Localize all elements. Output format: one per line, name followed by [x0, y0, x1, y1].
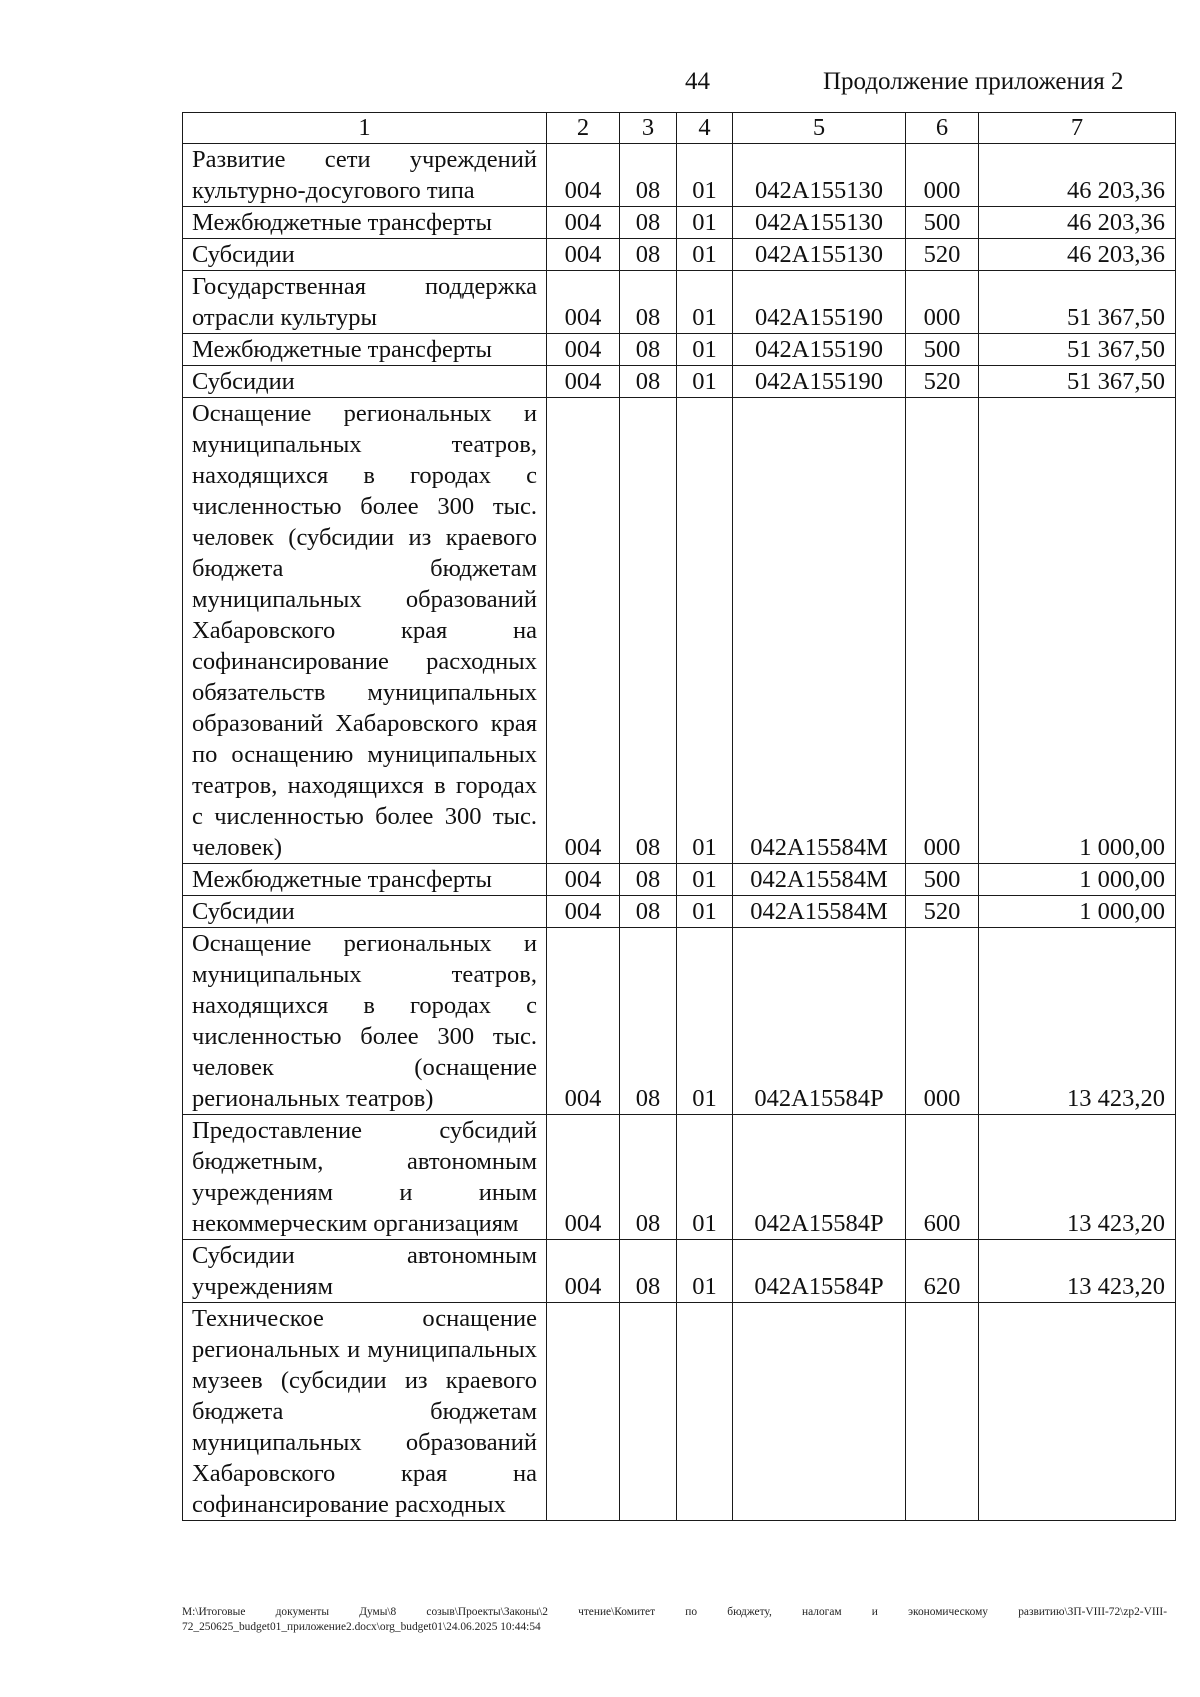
section-code-cell — [620, 1303, 677, 1521]
row-name-cell: Субсидии автономным учреждениям — [183, 1240, 547, 1303]
subsection-code-cell: 01 — [677, 271, 733, 334]
table-row — [183, 271, 1176, 334]
subsection-code-cell: 01 — [677, 366, 733, 398]
target-item-code-cell: 042А15584Р — [733, 1115, 906, 1240]
amount-cell: 46 203,36 — [979, 207, 1176, 239]
target-item-code-cell: 042А155190 — [733, 334, 906, 366]
chapter-code-cell: 004 — [547, 398, 620, 864]
subsection-code-cell: 01 — [677, 398, 733, 864]
table-row — [183, 207, 1176, 239]
expense-type-code-cell: 520 — [906, 896, 979, 928]
expense-type-code-cell: 500 — [906, 207, 979, 239]
amount-cell: 13 423,20 — [979, 1240, 1176, 1303]
page-number: 44 — [685, 68, 710, 95]
target-item-code-cell: 042А155130 — [733, 207, 906, 239]
subsection-code-cell: 01 — [677, 207, 733, 239]
table-row — [183, 1240, 1176, 1303]
table-row — [183, 1303, 1176, 1521]
section-code-cell: 08 — [620, 896, 677, 928]
amount-cell: 13 423,20 — [979, 1115, 1176, 1240]
document-path-footer: M:\Итоговые документы Думы\8 созыв\Проекты\Законы\2 чтение\Комитет по бюджету, налогам и экономическому развитию\ЗП-VIII-72\zp2-VIII-72_250625_budget01_приложение2.docx\org_budget01\24.06.2025 10:44:54 — [182, 1606, 1167, 1633]
amount-cell: 51 367,50 — [979, 334, 1176, 366]
subsection-code-cell: 01 — [677, 239, 733, 271]
row-name-cell: Оснащение региональных и муниципальных театров, находящихся в городах с численностью более 300 тыс. человек (оснащение региональных театров) — [183, 928, 547, 1115]
expense-type-code-cell: 000 — [906, 928, 979, 1115]
chapter-code-cell: 004 — [547, 144, 620, 207]
table-row — [183, 896, 1176, 928]
subsection-code-cell — [677, 1303, 733, 1521]
chapter-code-cell: 004 — [547, 334, 620, 366]
target-item-code-cell: 042А155190 — [733, 271, 906, 334]
subsection-code-cell: 01 — [677, 334, 733, 366]
row-name-cell: Техническое оснащение региональных и муниципальных музеев (субсидии из краевого бюджета бюджетам муниципальных образований Хабаровского края на софинансирование расходных — [183, 1303, 547, 1521]
expense-type-code-cell — [906, 1303, 979, 1521]
target-item-code-cell: 042А15584Р — [733, 1240, 906, 1303]
row-name-cell: Субсидии — [183, 896, 547, 928]
appendix-continuation-title: Продолжение приложения 2 — [823, 68, 1124, 95]
section-code-cell: 08 — [620, 239, 677, 271]
row-name-cell: Предоставление субсидий бюджетным, автономным учреждениям и иным некоммерческим организациям — [183, 1115, 547, 1240]
expense-type-code-cell: 000 — [906, 398, 979, 864]
target-item-code-cell: 042А15584М — [733, 864, 906, 896]
section-code-cell: 08 — [620, 207, 677, 239]
chapter-code-cell: 004 — [547, 864, 620, 896]
table-row — [183, 366, 1176, 398]
budget-table — [182, 112, 1176, 1521]
expense-type-code-cell: 500 — [906, 334, 979, 366]
section-code-cell: 08 — [620, 271, 677, 334]
expense-type-code-cell: 000 — [906, 144, 979, 207]
table-row — [183, 398, 1176, 864]
column-header: 6 — [906, 113, 979, 144]
amount-cell: 1 000,00 — [979, 864, 1176, 896]
chapter-code-cell: 004 — [547, 1240, 620, 1303]
section-code-cell: 08 — [620, 398, 677, 864]
target-item-code-cell: 042А15584М — [733, 896, 906, 928]
table-row — [183, 144, 1176, 207]
table-row — [183, 1115, 1176, 1240]
chapter-code-cell — [547, 1303, 620, 1521]
column-header: 1 — [183, 113, 547, 144]
target-item-code-cell: 042А155190 — [733, 366, 906, 398]
chapter-code-cell: 004 — [547, 366, 620, 398]
target-item-code-cell: 042А155130 — [733, 239, 906, 271]
amount-cell: 46 203,36 — [979, 144, 1176, 207]
section-code-cell: 08 — [620, 928, 677, 1115]
column-header: 3 — [620, 113, 677, 144]
amount-cell: 13 423,20 — [979, 928, 1176, 1115]
expense-type-code-cell: 620 — [906, 1240, 979, 1303]
subsection-code-cell: 01 — [677, 896, 733, 928]
chapter-code-cell: 004 — [547, 928, 620, 1115]
amount-cell — [979, 1303, 1176, 1521]
table-row — [183, 334, 1176, 366]
expense-type-code-cell: 600 — [906, 1115, 979, 1240]
target-item-code-cell: 042А15584М — [733, 398, 906, 864]
row-name-cell: Межбюджетные трансферты — [183, 207, 547, 239]
amount-cell: 51 367,50 — [979, 366, 1176, 398]
target-item-code-cell: 042А155130 — [733, 144, 906, 207]
amount-cell: 1 000,00 — [979, 398, 1176, 864]
subsection-code-cell: 01 — [677, 864, 733, 896]
row-name-cell: Развитие сети учреждений культурно-досугового типа — [183, 144, 547, 207]
expense-type-code-cell: 000 — [906, 271, 979, 334]
column-header: 2 — [547, 113, 620, 144]
amount-cell: 46 203,36 — [979, 239, 1176, 271]
expense-type-code-cell: 520 — [906, 366, 979, 398]
subsection-code-cell: 01 — [677, 928, 733, 1115]
row-name-cell: Субсидии — [183, 366, 547, 398]
table-header-row — [183, 113, 1176, 144]
subsection-code-cell: 01 — [677, 1240, 733, 1303]
table-row — [183, 239, 1176, 271]
expense-type-code-cell: 500 — [906, 864, 979, 896]
column-header: 4 — [677, 113, 733, 144]
chapter-code-cell: 004 — [547, 239, 620, 271]
target-item-code-cell — [733, 1303, 906, 1521]
subsection-code-cell: 01 — [677, 144, 733, 207]
subsection-code-cell: 01 — [677, 1115, 733, 1240]
section-code-cell: 08 — [620, 144, 677, 207]
chapter-code-cell: 004 — [547, 1115, 620, 1240]
target-item-code-cell: 042А15584Р — [733, 928, 906, 1115]
section-code-cell: 08 — [620, 1115, 677, 1240]
chapter-code-cell: 004 — [547, 271, 620, 334]
section-code-cell: 08 — [620, 1240, 677, 1303]
row-name-cell: Межбюджетные трансферты — [183, 864, 547, 896]
table-row — [183, 928, 1176, 1115]
expense-type-code-cell: 520 — [906, 239, 979, 271]
section-code-cell: 08 — [620, 334, 677, 366]
chapter-code-cell: 004 — [547, 207, 620, 239]
row-name-cell: Оснащение региональных и муниципальных театров, находящихся в городах с численностью более 300 тыс. человек (субсидии из краевого бюджета бюджетам муниципальных образований Хабаровского края на софинансирование расходных обязательств муниципальных образований Хабаровского края по оснащению муниципальных театров, находящихся в городах с численностью более 300 тыс. человек) — [183, 398, 547, 864]
section-code-cell: 08 — [620, 366, 677, 398]
row-name-cell: Субсидии — [183, 239, 547, 271]
table-row — [183, 864, 1176, 896]
column-header: 7 — [979, 113, 1176, 144]
chapter-code-cell: 004 — [547, 896, 620, 928]
amount-cell: 1 000,00 — [979, 896, 1176, 928]
column-header: 5 — [733, 113, 906, 144]
row-name-cell: Межбюджетные трансферты — [183, 334, 547, 366]
amount-cell: 51 367,50 — [979, 271, 1176, 334]
row-name-cell: Государственная поддержка отрасли культуры — [183, 271, 547, 334]
section-code-cell: 08 — [620, 864, 677, 896]
